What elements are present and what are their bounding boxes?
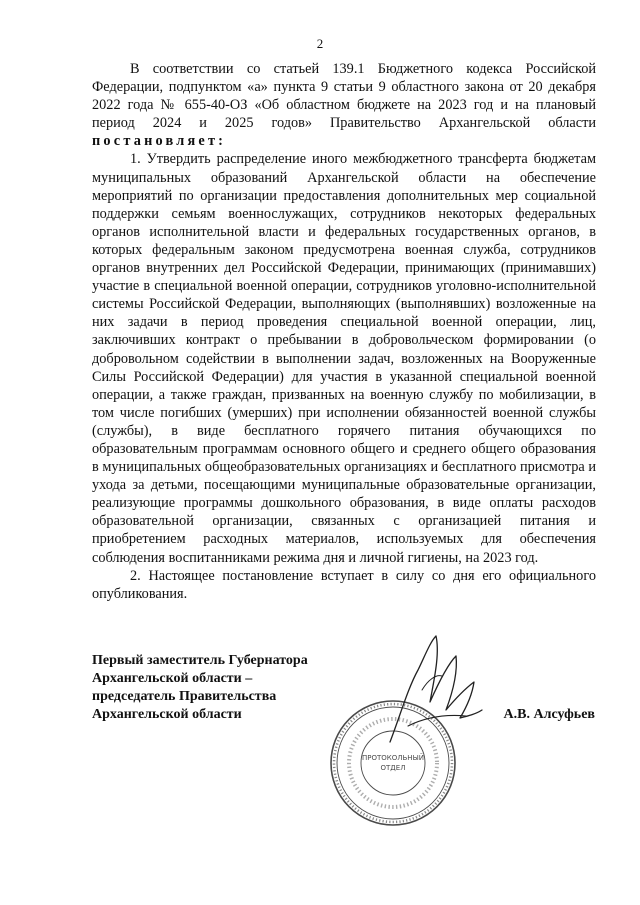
signatory-position-line: Архангельской области bbox=[92, 707, 242, 722]
signer-name: А.В. Алсуфьев bbox=[503, 707, 595, 722]
resolves-word: постановляет bbox=[92, 133, 219, 150]
document-body bbox=[92, 60, 596, 603]
preamble-text: В соответствии со статьей 139.1 Бюджетного кодекса Российской Федерации, подпунктом «а» пункта 9 статьи 9 областного закона от 20 декабря 2022 года № 655-40-ОЗ «Об областном бюджете на 2023 год и на плановый период 2024 и 2025 годов» Правительство Архангельской области bbox=[92, 61, 596, 132]
stamp-center-line: ПРОТОКОЛЬНЫЙ bbox=[361, 754, 425, 762]
item-1-paragraph: 1. Утвердить распределение иного межбюджетного трансферта бюджетам муниципальных образований Архангельской области на обеспечение мероприятий по организации предоставления дополнительных мер социальной поддержки семьям военнослужащих, сотрудников некоторых федеральных органов исполнительной власти и федеральных государственных органов, в которых федеральным законом предусмотрена военная служба, сотрудников органов внутренних дел Российской Федерации, принимающих (принимавших) участие в специальной военной операции, сотрудников уголовно-исполнительной системы Российской Федерации, выполняющих (выполнявших) возложенные на них задачи в период проведения специальной военной операции, лиц, заключивших контракт о пребывании в добровольческом формировании (о добровольном содействии в выполнении задач, возложенных на Вооруженные Силы Российской Федерации) для участия в указанной специальной военной операции, а также граждан, призванных на военную службу по мобилизации, в том числе погибших (умерших) при исполнении обязанностей военной службы (службы), в виде бесплатного горячего питания обучающихся по образовательным программам основного общего и среднего общего образования в муниципальных общеобразовательных организациях и бесплатного присмотра и ухода за детьми, посещающими муниципальные образовательные организации, реализующие программы дошкольного образования, в виде оплаты расходов образовательной организации, связанных с организацией питания и приобретением расходных материалов, используемых для обеспечения соблюдения воспитанниками режима дня и личной гигиены, на 2023 год. bbox=[92, 151, 596, 566]
signatory-position-line: председатель Правительства bbox=[92, 689, 277, 704]
signatory-position bbox=[92, 652, 352, 724]
handwritten-signature bbox=[378, 630, 488, 750]
preamble-paragraph bbox=[92, 60, 596, 150]
page-number: 2 bbox=[316, 36, 324, 51]
signatory-position-line: Архангельской области – bbox=[92, 671, 253, 686]
item-2-paragraph: 2. Настоящее постановление вступает в силу со дня его официального опубликования. bbox=[92, 567, 596, 602]
stamp-center-line: ОТДЕЛ bbox=[380, 764, 406, 772]
resolves-colon: : bbox=[218, 133, 227, 150]
signatory-position-line: Первый заместитель Губернатора bbox=[92, 653, 308, 668]
